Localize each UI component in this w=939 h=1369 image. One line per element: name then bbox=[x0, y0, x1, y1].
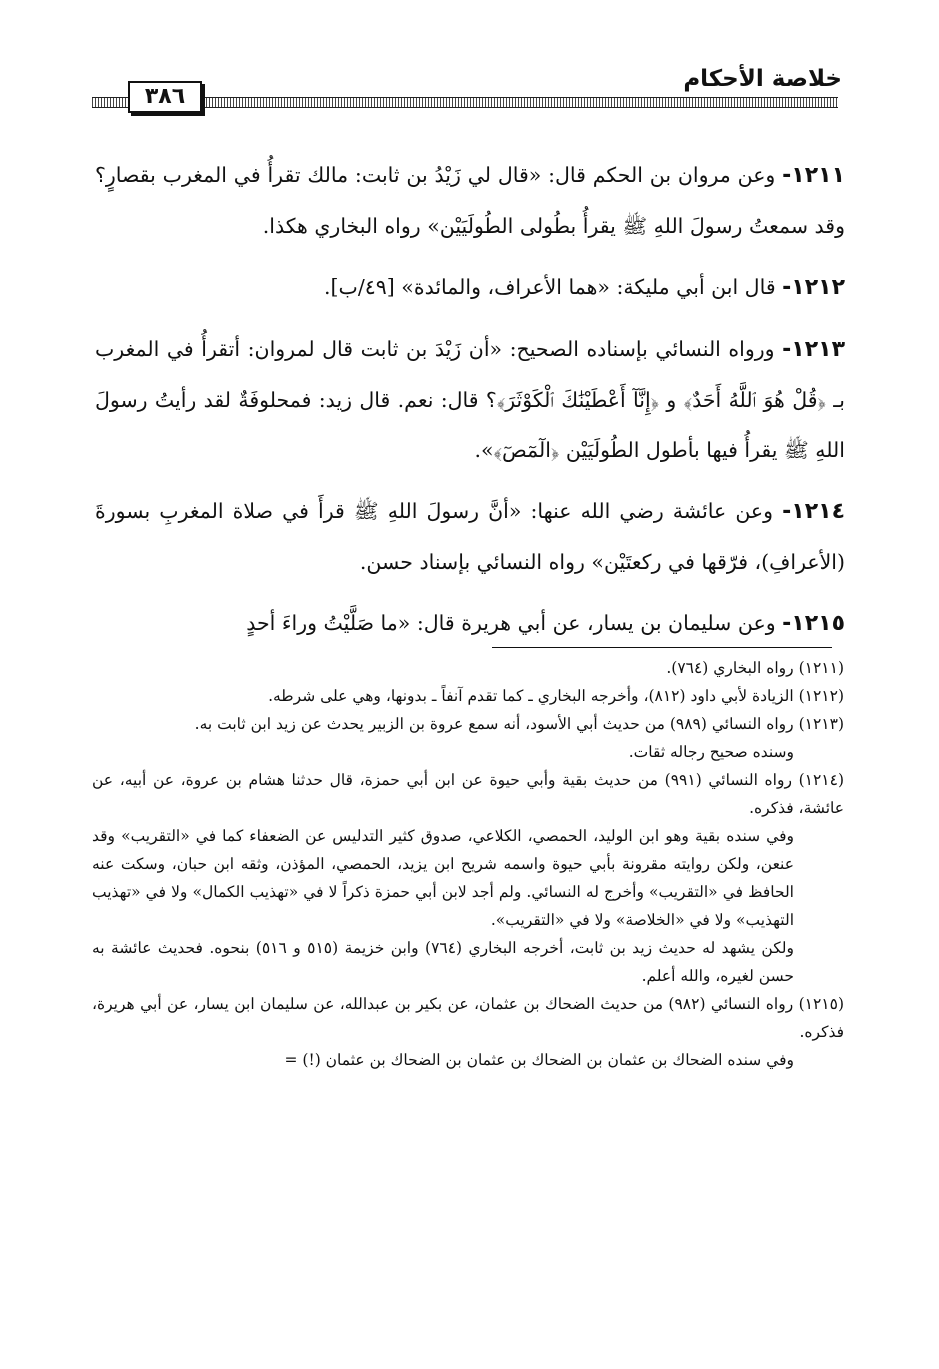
main-text bbox=[95, 150, 845, 660]
page-number: ٣٨٦ bbox=[128, 81, 202, 113]
hadith-text: ورواه النسائي بإسناده الصحيح: «أن زَيْدَ بن ثابت قال لمروان: أتقرأُ في المغرب بـ ﴿قُلْ هُوَ ٱللَّهُ أَحَدٌ﴾ و ﴿إِنَّآ أَعْطَيْنَٰكَ ٱلْكَوْثَرَ﴾؟ قال: نعم. قال زيد: فمحلوفَةٌ لقد رأيتُ رسولَ اللهِ ﷺ يقرأُ فيها بأطول الطُولَيَيْن ﴿الٓمٓصٓ﴾». bbox=[95, 337, 845, 462]
footnote-1214-witness: ولكن يشهد له حديث زيد بن ثابت، أخرجه البخاري (٧٦٤) وابن خزيمة (٥١٥ و ٥١٦) بنحوه. فحديث عائشة به حسن لغيره، والله أعلم. bbox=[92, 939, 795, 985]
hadith-1214 bbox=[95, 486, 845, 587]
footnote-1211: (١٢١١) رواه البخاري (٧٦٤). bbox=[666, 659, 844, 677]
footnote-1214: (١٢١٤) رواه النسائي (٩٩١) من حديث بقية وأبي حيوة عن ابن أبي حمزة، قال حدثنا هشام بن عروة، عن أبيه، عن عائشة، فذكره. bbox=[92, 771, 845, 817]
hadith-number: ١٢١٥- bbox=[782, 611, 845, 636]
hadith-1215 bbox=[95, 598, 845, 649]
footnote-1213-comment: وسنده صحيح رجاله ثقات. bbox=[628, 743, 794, 761]
hadith-text: وعن عائشة رضي الله عنها: «أنَّ رسولَ اللهِ ﷺ قرأَ في صلاة المغربِ بسورةَ (الأعرافِ)، فرّقها في ركعتَيْن» رواه النسائي بإسناد حسن. bbox=[95, 499, 845, 574]
hadith-text: وعن سليمان بن يسار، عن أبي هريرة قال: «ما صَلَّيْتُ وراءَ أحدٍ bbox=[246, 611, 783, 635]
hadith-1211 bbox=[95, 150, 845, 251]
footnote-1214-comment: وفي سنده بقية وهو ابن الوليد، الحمصي، الكلاعي، صدوق كثير التدليس عن الضعفاء كما في «التقريب» وقد عنعن، ولكن روايته مقرونة بأبي حيوة واسمه شريح ابن يزيد، الحمصي، المؤذن، وثقه ابن حبان، وسكت عنه الحافظ في «التقريب» وأخرج له النسائي. ولم أجد لابن أبي حمزة ذكراً لا في «تهذيب الكمال» ولا في «تهذيب التهذيب» ولا في «الخلاصة» ولا في «التقريب». bbox=[92, 827, 794, 929]
footnotes bbox=[92, 654, 844, 1074]
footnote-1215: (١٢١٥) رواه النسائي (٩٨٢) من حديث الضحاك بن عثمان، عن بكير بن عبدالله، عن سليمان ابن يسار، عن أبي هريرة، فذكره. bbox=[92, 995, 844, 1041]
hadith-number: ١٢١١- bbox=[782, 163, 845, 188]
hadith-1212 bbox=[95, 262, 845, 313]
footnote-1213: (١٢١٣) رواه النسائي (٩٨٩) من حديث أبي الأسود، أنه سمع عروة بن الزبير يحدث عن زيد ابن ثابت به. bbox=[194, 715, 844, 733]
hadith-text: وعن مروان بن الحكم قال: «قال لي زَيْدُ بن ثابت: مالك تقرأُ في المغرب بقصارٍ؟ وقد سمعتُ رسولَ اللهِ ﷺ يقرأُ بطُولى الطُولَيَيْن» رواه البخاري هكذا. bbox=[95, 163, 845, 238]
hadith-1213 bbox=[95, 324, 845, 475]
header-ornament-band bbox=[92, 97, 838, 108]
hadith-number: ١٢١٣- bbox=[782, 337, 845, 362]
footnote-1215-comment: وفي سنده الضحاك بن عثمان بن الضحاك بن عثمان بن الضحاك بن عثمان (!) = bbox=[284, 1051, 794, 1069]
hadith-text: قال ابن أبي مليكة: «هما الأعراف، والمائدة» [٤٩/ب]. bbox=[324, 275, 783, 299]
footnote-1212: (١٢١٢) الزيادة لأبي داود (٨١٢)، وأخرجه البخاري ـ كما تقدم آنفاً ـ بدونها، وهي على شرطه. bbox=[268, 687, 844, 705]
hadith-number: ١٢١٤- bbox=[782, 499, 845, 524]
footnote-separator bbox=[492, 647, 832, 648]
running-title: خلاصة الأحكام bbox=[683, 66, 842, 92]
hadith-number: ١٢١٢- bbox=[782, 275, 845, 300]
page-header bbox=[92, 66, 842, 112]
